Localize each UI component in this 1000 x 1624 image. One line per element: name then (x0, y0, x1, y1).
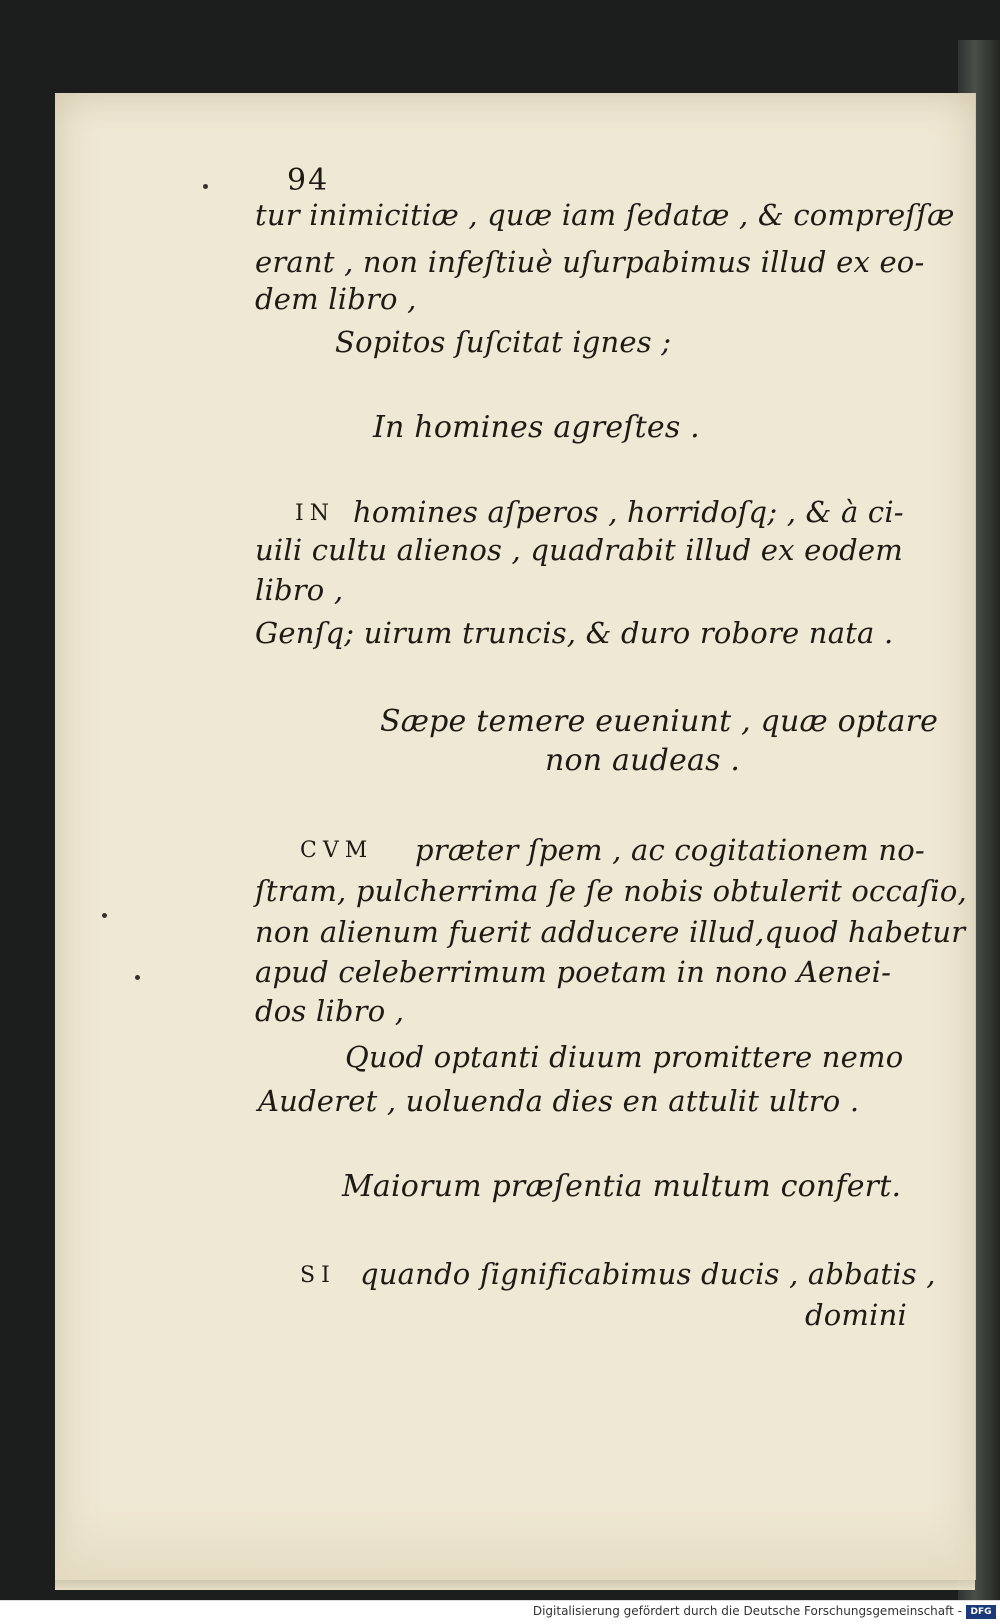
text-line-10: apud celeberrimum poetam in nono Aenei- (255, 955, 892, 989)
verse-line-4: Auderet , uoluenda dies en attulit ultro . (258, 1084, 860, 1118)
text-line-12: quando ſignificabimus ducis , abbatis , (360, 1257, 936, 1291)
text-line-2: erant , non infeſtiuè uſurpabimus illud ex eo- (255, 245, 925, 279)
dfg-logo-icon: DFG (966, 1605, 996, 1619)
footer-credit: Digitalisierung gefördert durch die Deutsche Forschungsgemeinschaft - (532, 1604, 962, 1618)
section-heading-3: Maiorum præſentia multum confert. (342, 1169, 902, 1204)
catchword: domini (805, 1298, 907, 1332)
text-line-9: non alienum fuerit adducere illud,quod habetur (255, 915, 966, 949)
text-line-6: libro , (255, 573, 344, 607)
text-line-4: homines aſperos , horridoſq; , & à ci- (353, 495, 904, 529)
text-line-7: præter ſpem , ac cogitationem no- (415, 833, 925, 867)
section-heading-1: In homines agreſtes . (373, 410, 700, 445)
text-line-1: tur inimicitiæ , quæ iam ſedatæ , & compreſſæ (255, 198, 955, 232)
page-number: 94 (287, 163, 330, 198)
text-line-11: dos libro , (255, 994, 405, 1028)
section-heading-2a: Sæpe temere eueniunt , quæ optare (380, 704, 939, 739)
page-shadow (55, 1500, 975, 1590)
ink-speck (135, 975, 140, 980)
verse-line-3: Quod optanti diuum promittere nemo (345, 1040, 904, 1074)
ink-speck (203, 184, 208, 189)
book-page (55, 93, 976, 1580)
initial-word-3: SI (300, 1263, 336, 1288)
page-text (55, 93, 975, 1580)
initial-word-1: IN (295, 501, 335, 526)
ink-speck (102, 913, 107, 918)
section-heading-2b: non audeas . (545, 743, 741, 778)
text-line-5: uili cultu alienos , quadrabit illud ex eodem (255, 533, 903, 567)
initial-word-2: CVM (300, 838, 374, 863)
digitization-footer (0, 1600, 1000, 1624)
text-line-3: dem libro , (255, 282, 417, 316)
verse-line-1: Sopitos ſuſcitat ignes ; (335, 325, 672, 359)
verse-line-2: Genſq; uirum truncis, & duro robore nata . (255, 616, 894, 650)
text-line-8: ſtram, pulcherrima ſe ſe nobis obtulerit occaſio, (255, 874, 967, 908)
